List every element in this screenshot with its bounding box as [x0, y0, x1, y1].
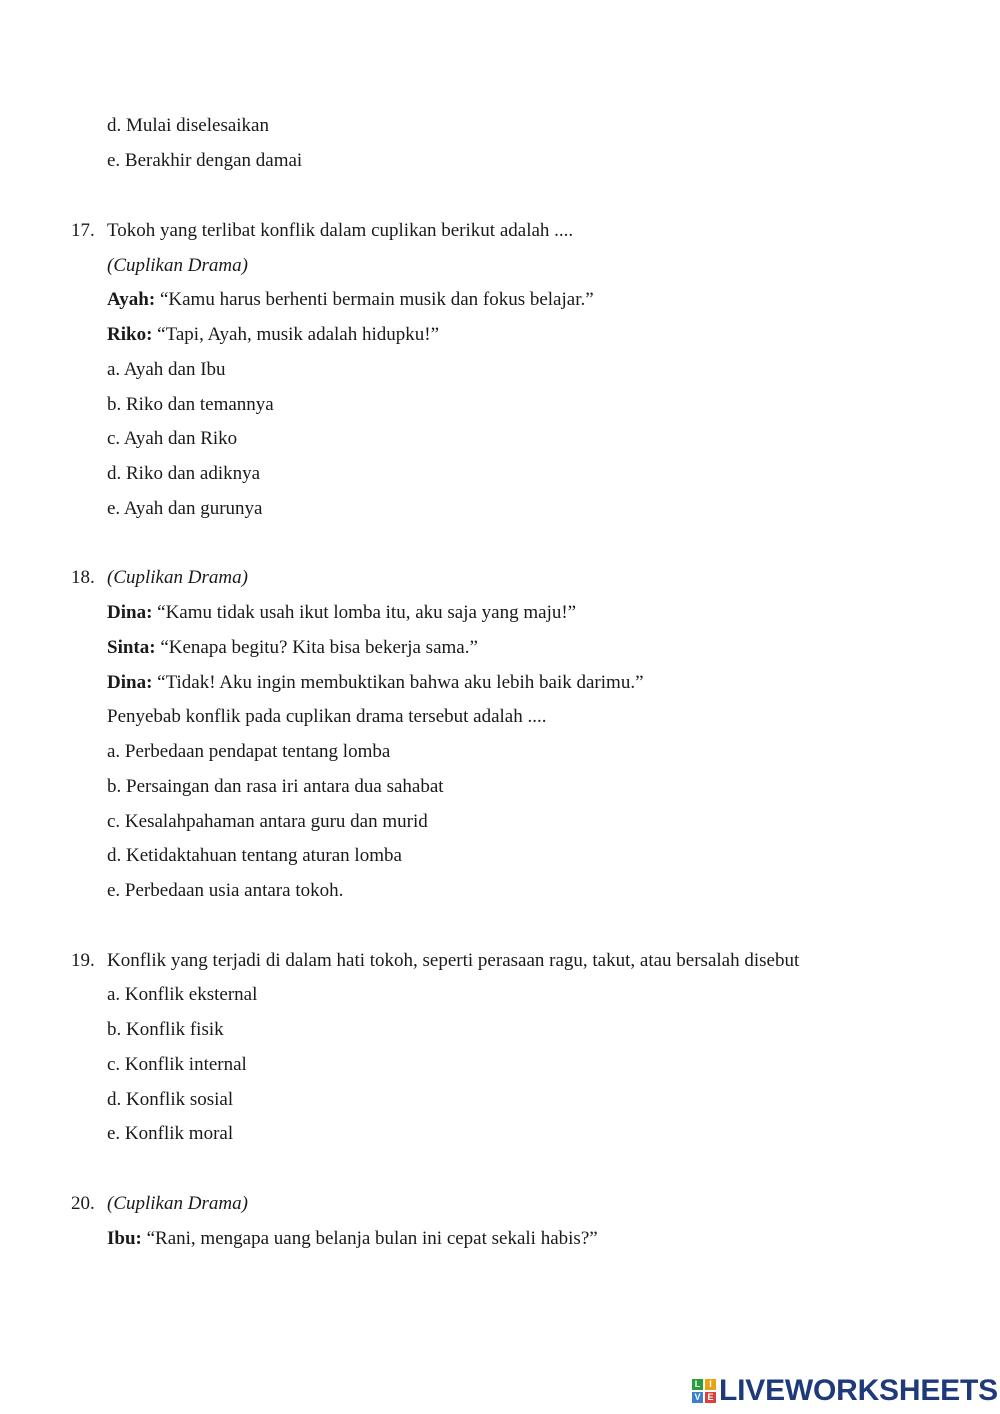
- q18-excerpt-label: (Cuplikan Drama): [107, 567, 248, 588]
- q18-dialogue-2: [107, 636, 478, 660]
- q18-option-e: e. Perbedaan usia antara tokoh.: [107, 880, 344, 901]
- q18-number: 18.: [71, 567, 95, 588]
- dialogue-speaker: Ayah:: [107, 289, 156, 310]
- dialogue-line: “Tapi, Ayah, musik adalah hidupku!”: [157, 324, 440, 345]
- dialogue-speaker: Sinta:: [107, 637, 156, 658]
- q18-option-b: b. Persaingan dan rasa iri antara dua sahabat: [107, 776, 444, 797]
- logo-cell: L: [692, 1379, 703, 1390]
- q16-option-e: e. Berakhir dengan damai: [107, 150, 303, 171]
- dialogue-speaker: Dina:: [107, 672, 153, 693]
- q18-dialogue-3: [107, 671, 644, 695]
- q17-option-e: e. Ayah dan gurunya: [107, 498, 263, 519]
- dialogue-line: “Kamu tidak usah ikut lomba itu, aku saja yang maju!”: [157, 602, 577, 623]
- q17-option-c: c. Ayah dan Riko: [107, 428, 238, 449]
- q17-question: Tokoh yang terlibat konflik dalam cuplikan berikut adalah ....: [107, 220, 574, 241]
- logo-cell: I: [705, 1379, 716, 1390]
- dialogue-line: “Rani, mengapa uang belanja bulan ini cepat sekali habis?”: [146, 1228, 598, 1249]
- q17-option-d: d. Riko dan adiknya: [107, 463, 261, 484]
- q16-option-d: d. Mulai diselesaikan: [107, 115, 269, 136]
- q19-option-d: d. Konflik sosial: [107, 1089, 234, 1110]
- q17-option-a: a. Ayah dan Ibu: [107, 359, 226, 380]
- q20-number: 20.: [71, 1193, 95, 1214]
- q17-option-b: b. Riko dan temannya: [107, 394, 274, 415]
- q17-excerpt-label: (Cuplikan Drama): [107, 255, 248, 276]
- q18-option-a: a. Perbedaan pendapat tentang lomba: [107, 741, 391, 762]
- q20-dialogue-1: [107, 1227, 598, 1251]
- q17-number: 17.: [71, 220, 95, 241]
- dialogue-line: “Kamu harus berhenti bermain musik dan fokus belajar.”: [159, 289, 594, 310]
- logo-cell: V: [692, 1392, 703, 1403]
- brand-name: LIVEWORKSHEETS: [719, 1374, 998, 1407]
- q19-option-c: c. Konflik internal: [107, 1054, 247, 1075]
- dialogue-line: “Tidak! Aku ingin membuktikan bahwa aku lebih baik darimu.”: [157, 672, 644, 693]
- logo-cell: E: [705, 1392, 716, 1403]
- q18-option-d: d. Ketidaktahuan tentang aturan lomba: [107, 845, 402, 866]
- q19-option-b: b. Konflik fisik: [107, 1019, 224, 1040]
- q17-dialogue-2: [107, 323, 439, 347]
- q19-question: Konflik yang terjadi di dalam hati tokoh, seperti perasaan ragu, takut, atau bersalah disebut: [107, 950, 800, 971]
- dialogue-speaker: Ibu:: [107, 1228, 142, 1249]
- q20-excerpt-label: (Cuplikan Drama): [107, 1193, 248, 1214]
- dialogue-speaker: Dina:: [107, 602, 153, 623]
- q18-dialogue-1: [107, 601, 576, 625]
- dialogue-line: “Kenapa begitu? Kita bisa bekerja sama.”: [160, 637, 478, 658]
- q19-number: 19.: [71, 950, 95, 971]
- liveworksheets-logo-icon: [692, 1379, 716, 1403]
- dialogue-speaker: Riko:: [107, 324, 153, 345]
- q18-option-c: c. Kesalahpahaman antara guru dan murid: [107, 811, 428, 832]
- q19-option-e: e. Konflik moral: [107, 1123, 234, 1144]
- q19-option-a: a. Konflik eksternal: [107, 984, 258, 1005]
- q17-dialogue-1: [107, 288, 594, 312]
- liveworksheets-brand[interactable]: [692, 1374, 998, 1408]
- q18-question: Penyebab konflik pada cuplikan drama tersebut adalah ....: [107, 706, 547, 727]
